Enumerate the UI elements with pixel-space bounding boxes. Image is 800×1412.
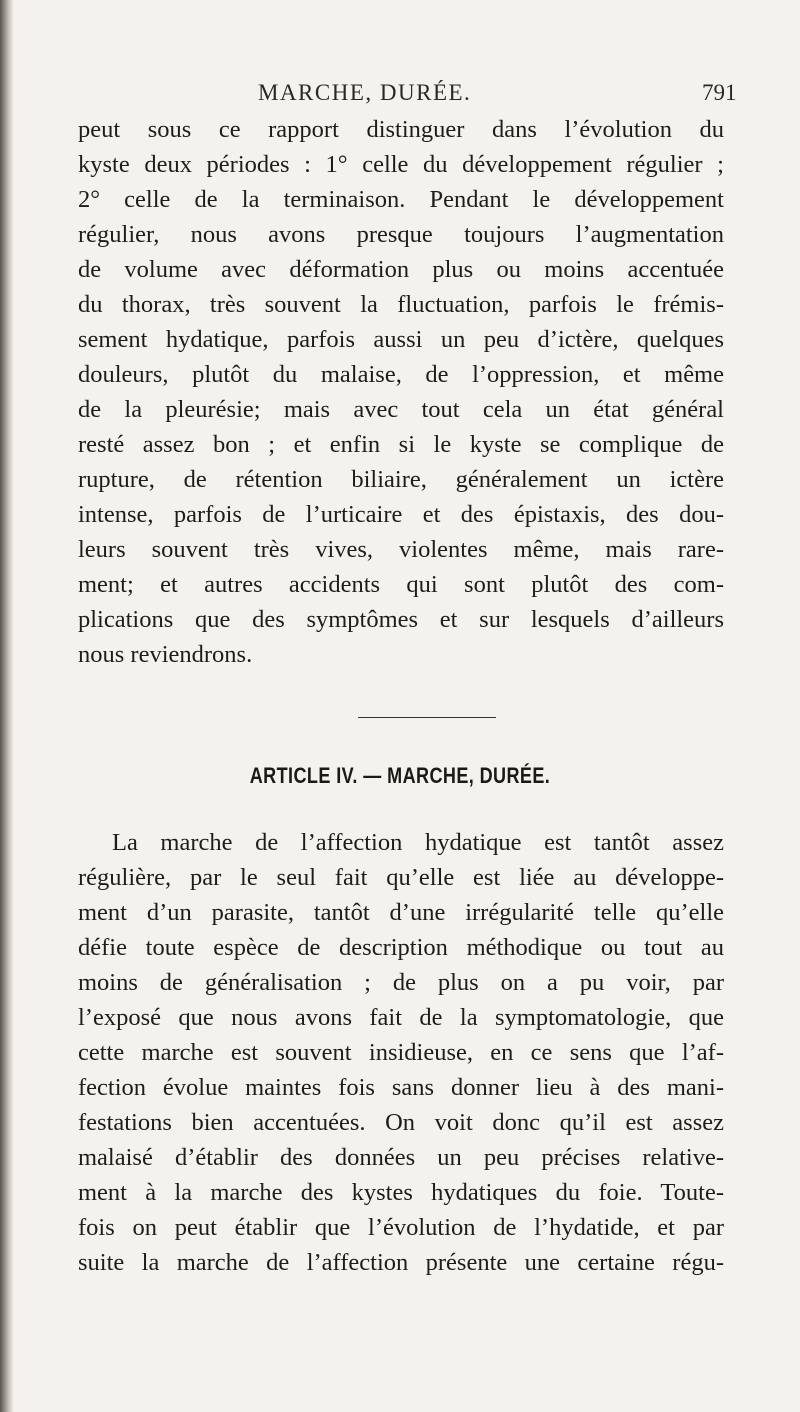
page-number: 791 (702, 80, 737, 105)
text-line: fection évolue maintes fois sans donner lieu à des mani- (78, 1074, 724, 1101)
text-line: nous reviendrons. (78, 641, 253, 668)
text-line: malaisé d’établir des données un peu précises relative- (78, 1144, 724, 1171)
text-line: peut sous ce rapport distinguer dans l’évolution du (78, 116, 724, 143)
text-line: leurs souvent très vives, violentes même, mais rare- (78, 536, 724, 563)
text-line: intense, parfois de l’urticaire et des épistaxis, des dou- (78, 501, 724, 528)
paragraph-evolution-periods (78, 112, 724, 672)
text-line: rupture, de rétention biliaire, généralement un ictère (78, 466, 724, 493)
text-line: kyste deux périodes : 1° celle du développement régulier ; (78, 151, 724, 178)
section-divider-rule (358, 717, 496, 718)
text-line: resté assez bon ; et enfin si le kyste se complique de (78, 431, 724, 458)
section-heading: ARTICLE IV. — MARCHE, DURÉE. (249, 763, 551, 788)
text-line: régulière, par le seul fait qu’elle est liée au développe- (78, 864, 724, 891)
running-head (0, 80, 800, 110)
text-line: de la pleurésie; mais avec tout cela un état général (78, 396, 724, 423)
text-line: festations bien accentuées. On voit donc qu’il est assez (78, 1109, 724, 1136)
text-line: l’exposé que nous avons fait de la symptomatologie, que (78, 1004, 724, 1031)
text-line: défie toute espèce de description méthodique ou tout au (78, 934, 724, 961)
text-line: 2° celle de la terminaison. Pendant le développement (78, 186, 724, 213)
text-line: ment à la marche des kystes hydatiques du foie. Toute- (78, 1179, 724, 1206)
text-line: plications que des symptômes et sur lesquels d’ailleurs (78, 606, 724, 633)
text-line: La marche de l’affection hydatique est tantôt assez (112, 829, 724, 856)
text-line: fois on peut établir que l’évolution de l’hydatide, et par (78, 1214, 724, 1241)
running-title: MARCHE, DURÉE. (258, 80, 472, 105)
text-line: cette marche est souvent insidieuse, en ce sens que l’af- (78, 1039, 724, 1066)
text-line: ment d’un parasite, tantôt d’une irrégularité telle qu’elle (78, 899, 724, 926)
text-line: régulier, nous avons presque toujours l’augmentation (78, 221, 724, 248)
text-line: de volume avec déformation plus ou moins accentuée (78, 256, 724, 283)
text-line: moins de généralisation ; de plus on a pu voir, par (78, 969, 724, 996)
text-line: douleurs, plutôt du malaise, de l’oppression, et même (78, 361, 724, 388)
text-line: suite la marche de l’affection présente une certaine régu- (78, 1249, 724, 1276)
text-line: du thorax, très souvent la fluctuation, parfois le frémis- (78, 291, 724, 318)
text-line: sement hydatique, parfois aussi un peu d’ictère, quelques (78, 326, 724, 353)
text-line: ment; et autres accidents qui sont plutôt des com- (78, 571, 724, 598)
paragraph-marche (78, 825, 724, 1280)
